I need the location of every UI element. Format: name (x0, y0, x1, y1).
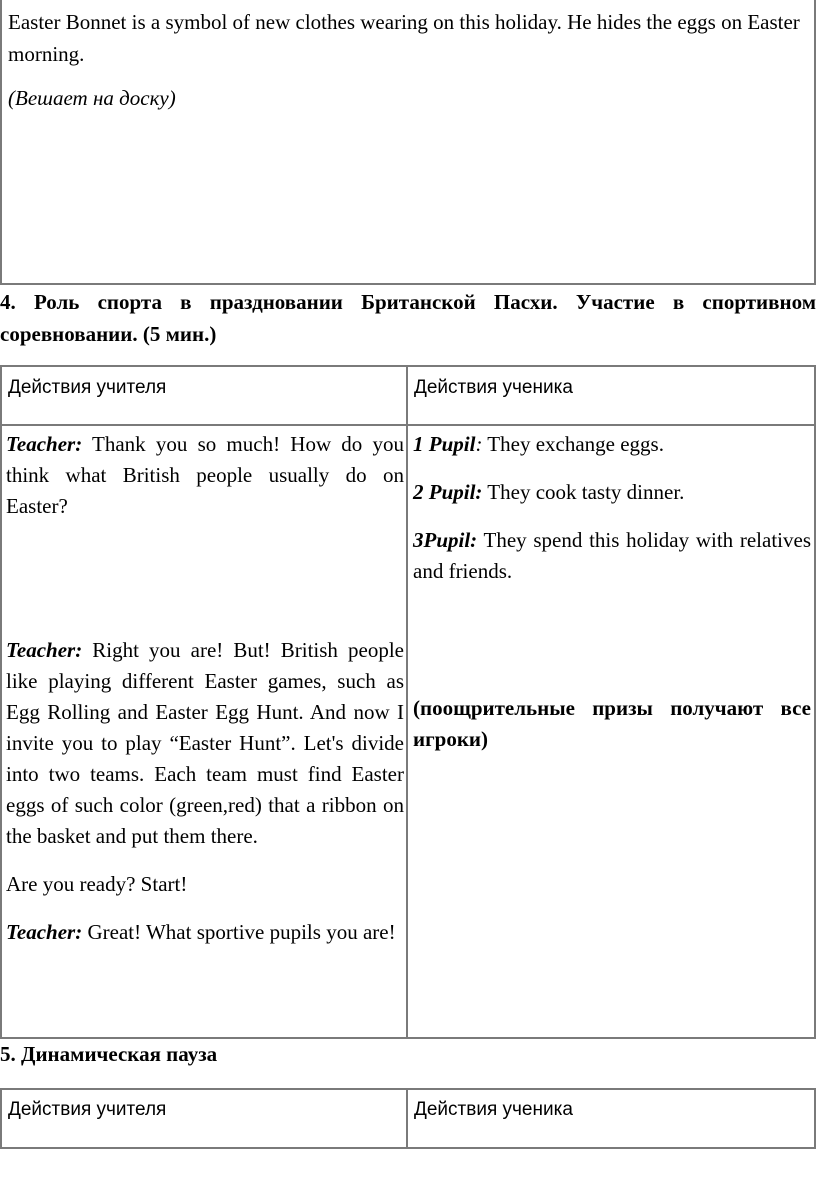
pupil-label: 1 Pupil (413, 432, 476, 456)
teacher-line-1 (6, 429, 404, 522)
teacher-column (6, 429, 404, 948)
teacher-label: Teacher: (6, 432, 83, 456)
pupil-text: They spend this holiday with relatives and friends. (413, 528, 811, 583)
pupil-answer-3 (413, 525, 811, 587)
bonnet-text: Easter Bonnet is a symbol of new clothes wearing on this holiday. He hides the eggs on Easter morning. (8, 10, 800, 66)
section5-heading: 5. Динамическая пауза (0, 1042, 218, 1066)
board-note: (Вешает на доску) (8, 86, 176, 110)
teacher-label: Teacher: (6, 920, 83, 944)
section5-col-pupil: Действия ученика (414, 1099, 573, 1120)
teacher-question: Thank you so much! How do you think what British people usually do on Easter? (6, 432, 404, 518)
section5-column-divider (406, 1088, 408, 1149)
pupil-colon: : (475, 432, 483, 456)
teacher-line-2 (6, 635, 404, 852)
pupil-label: 2 Pupil: (413, 480, 483, 504)
pupil-label: 3Pupil: (413, 528, 478, 552)
teacher-line-3 (6, 917, 404, 948)
section4-col-pupil: Действия ученика (414, 377, 573, 398)
section4-heading: 4. Роль спорта в праздновании Британской Пасхи. Участие в спортивном соревновании. (5 мин.) (0, 290, 816, 346)
pupil-text: They cook tasty dinner. (482, 480, 685, 504)
teacher-instructions: Right you are! But! British people like playing different Easter games, such as Egg Rolling and Easter Egg Hunt. And now I invite you to play “Easter Hunt”. Let's divide into two teams. Each team must find Easter eggs of such color (green,red) that a ribbon on the basket and put them there. (6, 638, 404, 848)
pupil-text: They exchange eggs. (482, 432, 664, 456)
section4-column-divider (406, 365, 408, 1039)
section4-col-teacher: Действия учителя (8, 377, 167, 398)
pupil-column (413, 429, 811, 755)
teacher-ready: Are you ready? Start! (6, 872, 188, 896)
section5-col-teacher: Действия учителя (8, 1099, 167, 1120)
pupil-answer-2 (413, 477, 811, 508)
prizes-note: (поощрительные призы получают все игроки) (413, 696, 811, 751)
teacher-praise: Great! What sportive pupils you are! (82, 920, 396, 944)
top-cell-content (8, 6, 812, 114)
section4-header-divider (0, 424, 816, 426)
pupil-answer-1 (413, 429, 811, 460)
teacher-label: Teacher: (6, 638, 83, 662)
